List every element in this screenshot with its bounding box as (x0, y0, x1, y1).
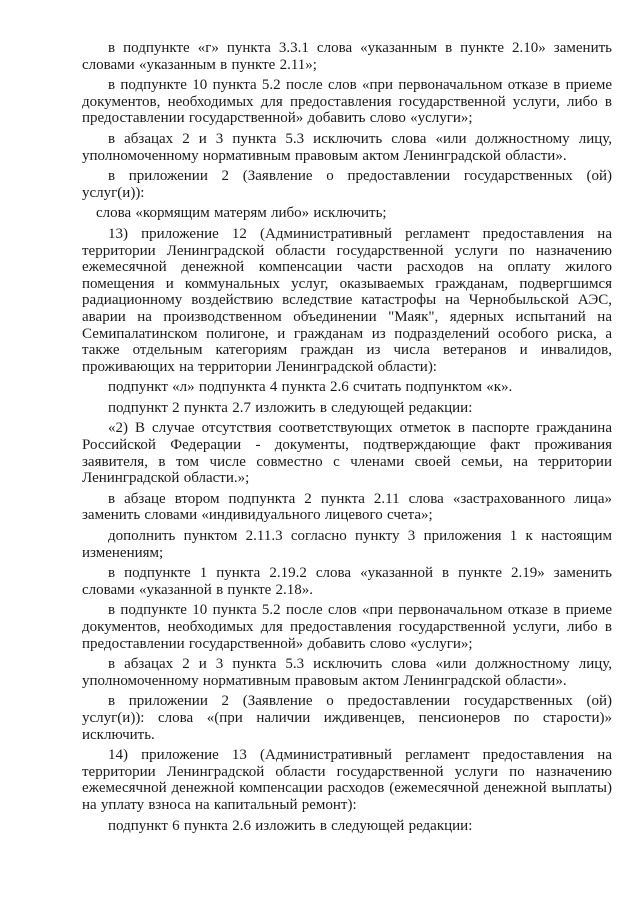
paragraph-6: 13) приложение 12 (Административный регламент предоставления на территории Ленинградской области государственной услуги по назначению ежемесячной денежной компенсации части расходов на оплату жилого помещения и коммунальных услуг, оказываемых гражданам, подвергшимся радиационному воздействию вследствие катастрофы на Чернобыльской АЭС, аварии на производственном объединении "Маяк", ядерных испытаний на Семипалатинском полигоне, и гражданам из подразделений особого риска, а также отдельным категориям граждан из числа ветеранов и инвалидов, проживающих на территории Ленинградской области): (82, 225, 612, 375)
paragraph-15: в приложении 2 (Заявление о предоставлении государственных (ой) услуг(и)): слова «(при наличии иждивенцев, пенсионеров по старости)» исключить. (82, 693, 612, 743)
paragraph-3: в абзацах 2 и 3 пункта 5.3 исключить слова «или должностному лицу, уполномоченному нормативным правовым актом Ленинградской области». (82, 130, 612, 164)
paragraph-11: дополнить пунктом 2.11.3 согласно пункту 3 приложения 1 к настоящим изменениям; (82, 528, 612, 561)
paragraph-7: подпункт «л» подпункта 4 пункта 2.6 считать подпунктом «к». (108, 379, 513, 396)
paragraph-9: «2) В случае отсутствия соответствующих отметок в паспорте гражданина Российской Федерации - документы, подтверждающие факт проживания заявителя, в том числе совместно с членами своей семьи, на территории Ленинградской области.»; (82, 420, 612, 487)
paragraph-14: в абзацах 2 и 3 пункта 5.3 исключить слова «или должностному лицу, уполномоченному нормативным правовым актом Ленинградской области». (82, 656, 612, 689)
paragraph-2: в подпункте 10 пункта 5.2 после слов «при первоначальном отказе в приеме документов, необходимых для предоставления государственной услуги, либо в предоставлении государственной» добавить слово «услуги»; (82, 77, 612, 127)
paragraph-1: в подпункте «г» пункта 3.3.1 слова «указанным в пункте 2.10» заменить словами «указанным в пункте 2.11»; (82, 40, 612, 73)
paragraph-13: в подпункте 10 пункта 5.2 после слов «при первоначальном отказе в приеме документов, необходимых для предоставления государственной услуги, либо в предоставлении государственной» добавить слово «услуги»; (82, 602, 612, 652)
paragraph-5: слова «кормящим матерям либо» исключить; (96, 205, 387, 222)
paragraph-4: в приложении 2 (Заявление о предоставлении государственных (ой) услуг(и)): (82, 168, 612, 201)
paragraph-17: подпункт 6 пункта 2.6 изложить в следующей редакции: (108, 817, 473, 834)
paragraph-16: 14) приложение 13 (Административный регламент предоставления на территории Ленинградской области государственной услуги по назначению ежемесячной денежной компенсации расходов (ежемесячной денежной выплаты) на уплату взноса на капитальный ремонт): (82, 747, 612, 813)
paragraph-12: в подпункте 1 пункта 2.19.2 слова «указанной в пункте 2.19» заменить словами «указанной в пункте 2.18». (82, 565, 612, 598)
paragraph-10: в абзаце втором подпункта 2 пункта 2.11 слова «застрахованного лица» заменить словами «индивидуального лицевого счета»; (82, 490, 612, 524)
paragraph-8: подпункт 2 пункта 2.7 изложить в следующей редакции: (108, 399, 473, 416)
